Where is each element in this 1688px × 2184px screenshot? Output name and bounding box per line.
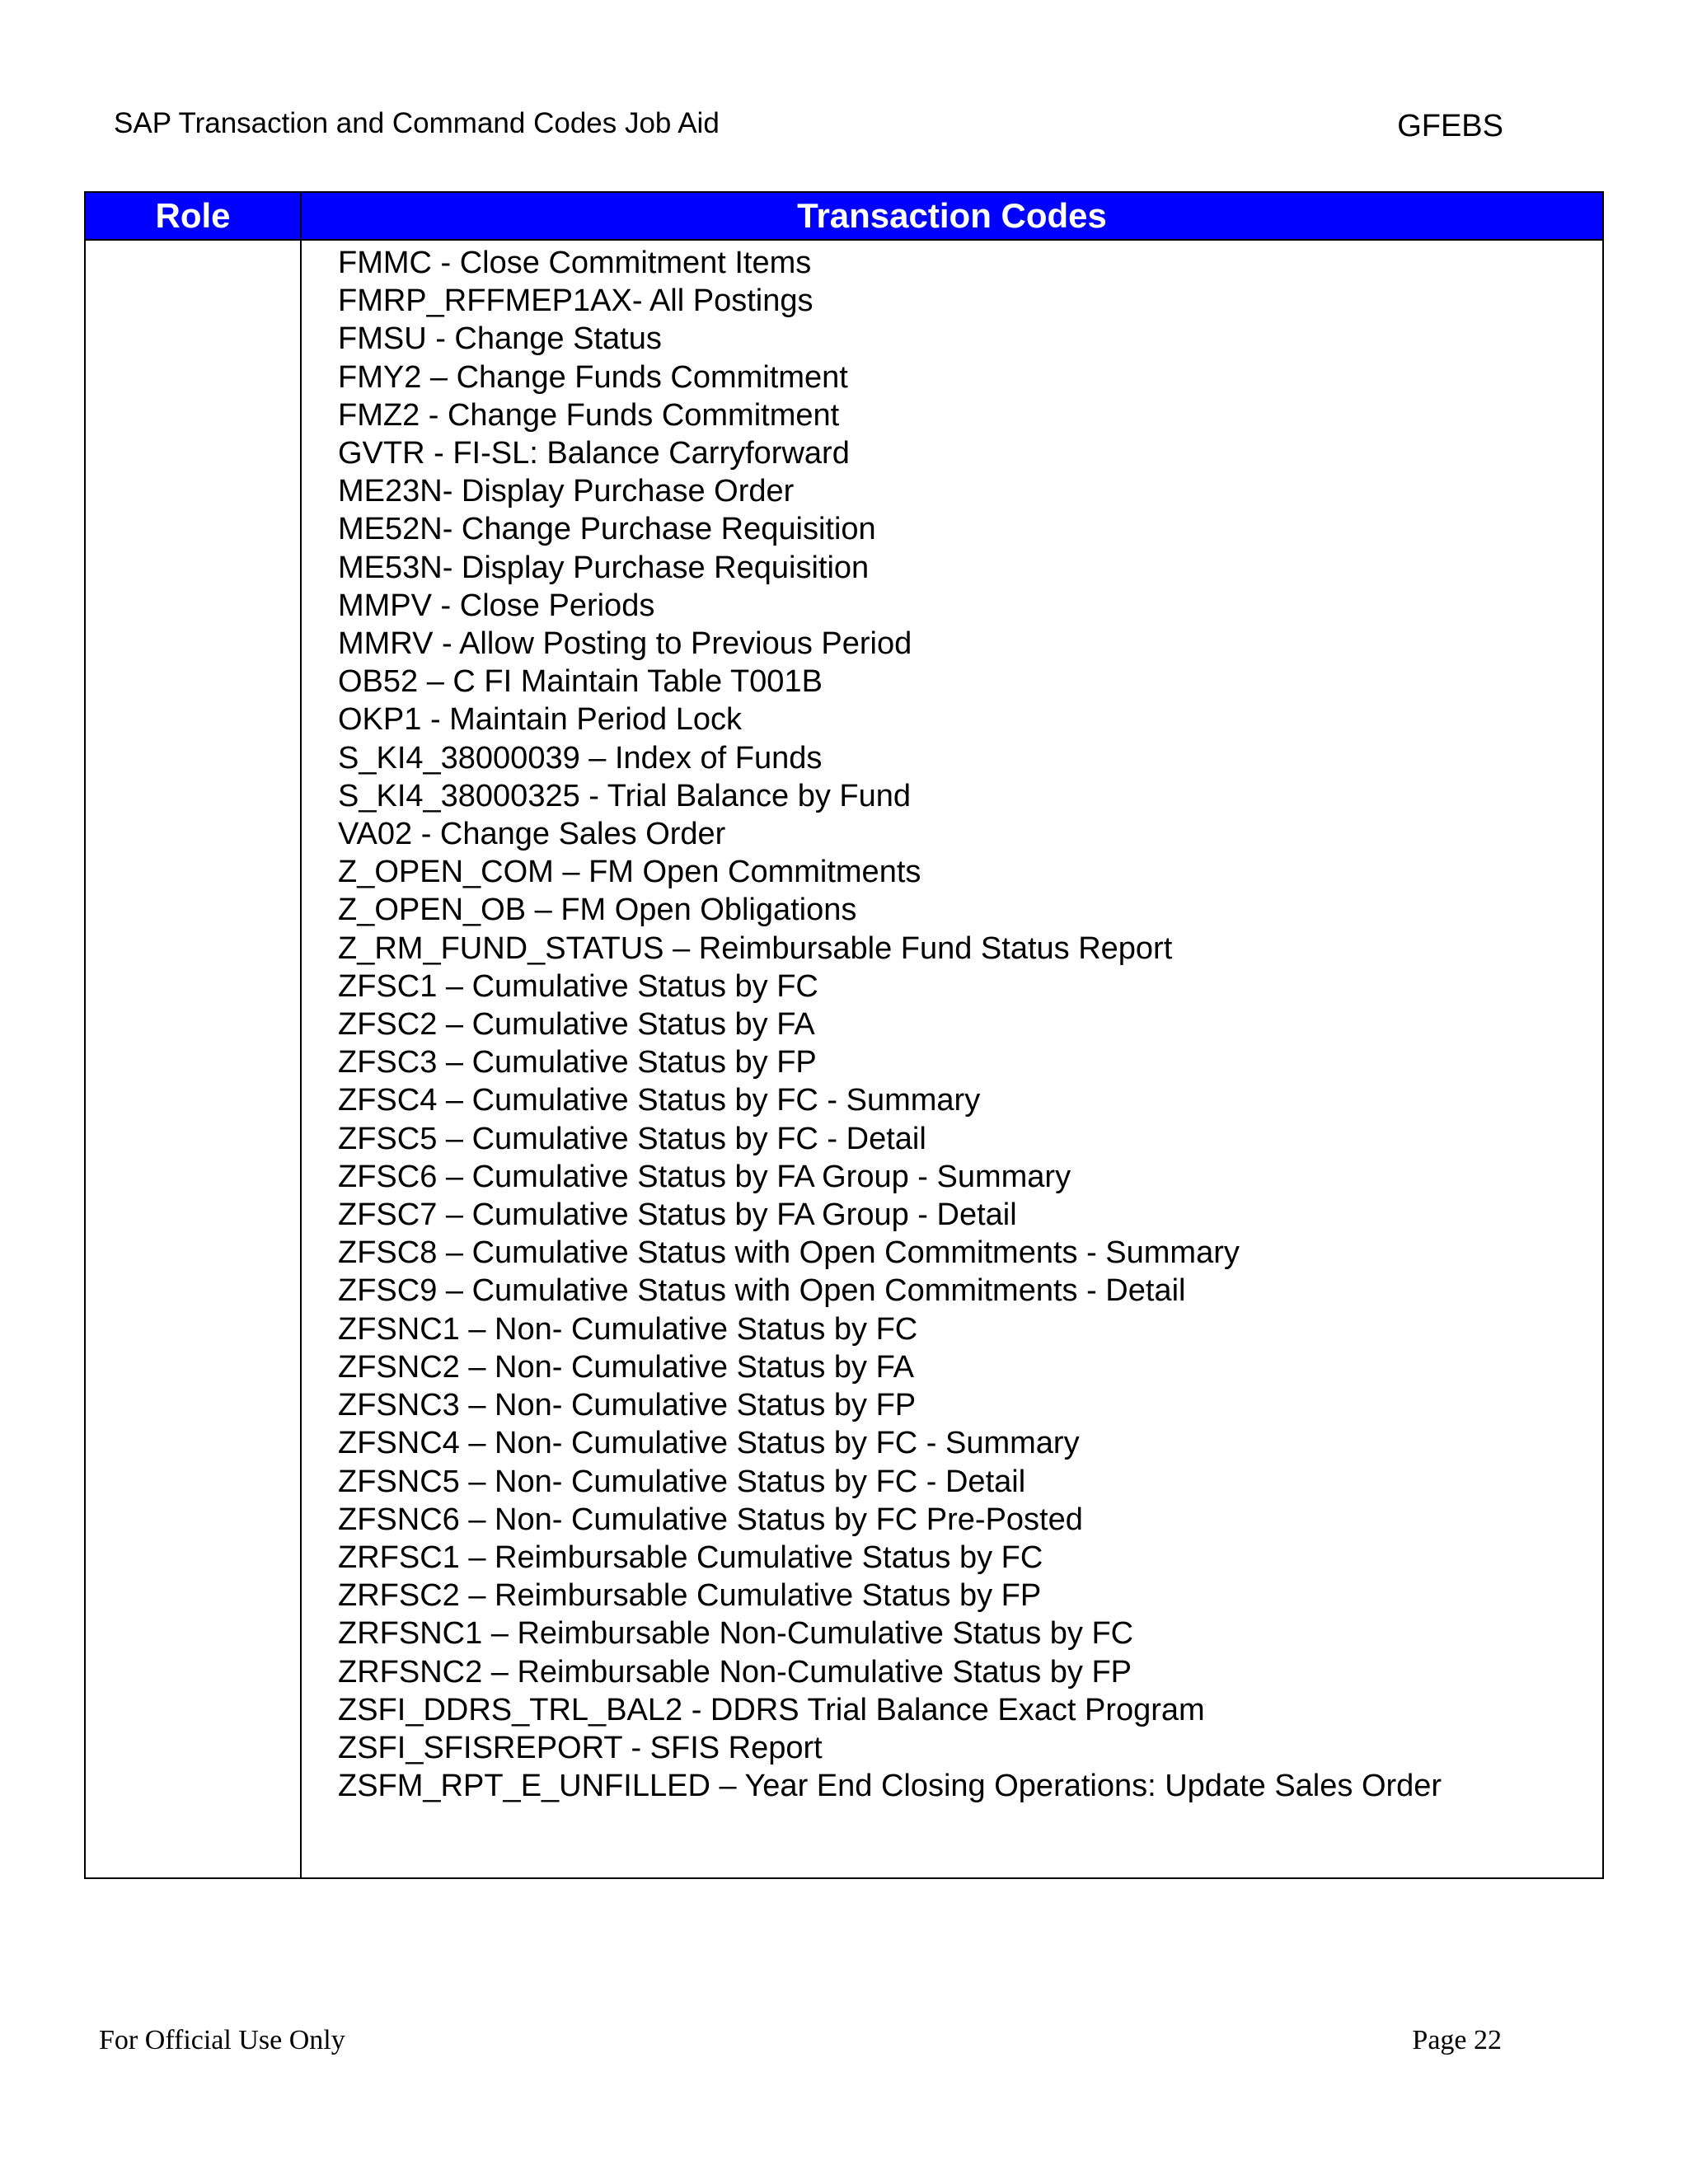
transaction-code-item: ZSFI_SFISREPORT - SFIS Report: [338, 1730, 823, 1765]
transaction-code-item: ZRFSNC2 – Reimbursable Non-Cumulative Status by FP: [338, 1654, 1132, 1690]
transaction-code-item: ZFSNC1 – Non- Cumulative Status by FC: [338, 1311, 918, 1347]
transaction-code-item: ZFSC2 – Cumulative Status by FA: [338, 1007, 815, 1043]
transaction-code-item: FMZ2 - Change Funds Commitment: [338, 397, 840, 433]
transaction-code-item: ME52N- Change Purchase Requisition: [338, 512, 876, 547]
transaction-code-item: ME53N- Display Purchase Requisition: [338, 550, 870, 585]
transaction-code-item: GVTR - FI-SL: Balance Carryforward: [338, 436, 850, 471]
transaction-code-item: FMY2 – Change Funds Commitment: [338, 359, 848, 395]
transaction-code-item: ZFSNC3 – Non- Cumulative Status by FP: [338, 1388, 917, 1423]
page-number: Page 22: [1412, 2025, 1502, 2055]
transaction-code-item: ZSFI_DDRS_TRL_BAL2 - DDRS Trial Balance Exact Program: [338, 1692, 1205, 1727]
transaction-code-item: ZFSC9 – Cumulative Status with Open Commitments - Detail: [338, 1273, 1186, 1309]
transaction-code-item: S_KI4_38000325 - Trial Balance by Fund: [338, 778, 912, 813]
column-divider: [300, 193, 302, 1877]
transaction-code-item: ZFSC3 – Cumulative Status by FP: [338, 1045, 817, 1080]
transaction-code-item: ZRFSC1 – Reimbursable Cumulative Status by FC: [338, 1540, 1043, 1575]
transaction-code-item: ZFSNC4 – Non- Cumulative Status by FC - Summary: [338, 1426, 1080, 1461]
transaction-codes-table: [84, 191, 1604, 1879]
transaction-code-item: ZFSC8 – Cumulative Status with Open Commitments - Summary: [338, 1235, 1240, 1271]
table-header-row: [86, 193, 1602, 241]
transaction-code-item: ZFSC7 – Cumulative Status by FA Group - Detail: [338, 1197, 1017, 1233]
transaction-code-item: MMPV - Close Periods: [338, 588, 655, 623]
transaction-code-item: OKP1 - Maintain Period Lock: [338, 702, 743, 738]
transaction-code-item: ZFSNC5 – Non- Cumulative Status by FC - Detail: [338, 1464, 1026, 1499]
transaction-code-item: FMMC - Close Commitment Items: [338, 246, 812, 280]
transaction-code-item: ZSFM_RPT_E_UNFILLED – Year End Closing Operations: Update Sales Order: [338, 1769, 1442, 1804]
transaction-code-item: MMRV - Allow Posting to Previous Period: [338, 626, 912, 662]
transaction-code-item: Z_OPEN_OB – FM Open Obligations: [338, 893, 857, 928]
transaction-code-item: Z_RM_FUND_STATUS – Reimbursable Fund Status Report: [338, 930, 1173, 966]
column-header-role: Role: [155, 196, 231, 235]
system-name: GFEBS: [1397, 109, 1503, 143]
transaction-code-item: ZFSC1 – Cumulative Status by FC: [338, 968, 818, 1004]
transaction-code-item: Z_OPEN_COM – FM Open Commitments: [338, 855, 921, 890]
transaction-code-item: ZFSC5 – Cumulative Status by FC - Detail: [338, 1121, 926, 1156]
transaction-code-item: ZRFSNC1 – Reimbursable Non-Cumulative Status by FC: [338, 1616, 1134, 1652]
document-title: SAP Transaction and Command Codes Job Aid: [114, 107, 720, 139]
transaction-code-item: ZFSC6 – Cumulative Status by FA Group - Summary: [338, 1159, 1071, 1194]
transaction-code-item: ZFSC4 – Cumulative Status by FC - Summary: [338, 1083, 981, 1118]
transaction-code-list: [338, 244, 1574, 1805]
transaction-code-item: ZFSNC2 – Non- Cumulative Status by FA: [338, 1349, 915, 1385]
column-header-transaction-codes: Transaction Codes: [797, 196, 1107, 235]
transaction-code-item: ZFSNC6 – Non- Cumulative Status by FC Pre-Posted: [338, 1502, 1083, 1537]
transaction-code-item: FMSU - Change Status: [338, 321, 662, 357]
transaction-code-item: ME23N- Display Purchase Order: [338, 474, 795, 509]
transaction-code-item: FMRP_RFFMEP1AX- All Postings: [338, 284, 814, 319]
transaction-code-item: S_KI4_38000039 – Index of Funds: [338, 740, 823, 776]
footer-classification: For Official Use Only: [99, 2025, 345, 2055]
transaction-code-item: OB52 – C FI Maintain Table T001B: [338, 664, 823, 700]
transaction-code-item: ZRFSC2 – Reimbursable Cumulative Status by FP: [338, 1578, 1042, 1614]
transaction-code-item: VA02 - Change Sales Order: [338, 817, 726, 852]
